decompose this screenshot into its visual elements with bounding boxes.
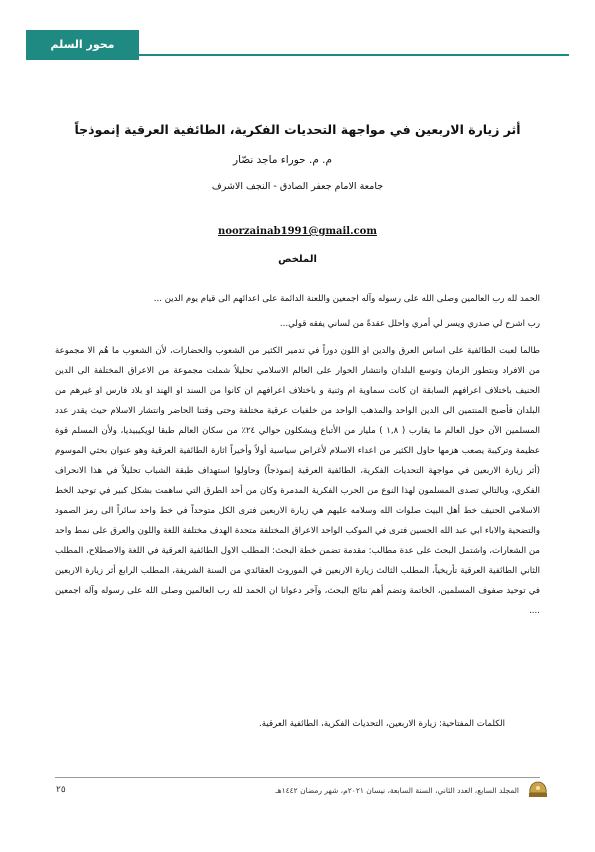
footer-rule bbox=[55, 777, 540, 778]
author-affiliation: جامعة الامام جعفر الصادق - النجف الاشرف bbox=[211, 181, 384, 192]
abstract-body: طالما لعبت الطائفية على اساس العرق والدين او اللون دوراً في تدمير الكثير من الشعوب والحضارات، لأن الشعوب ما هُم الا مجموعة من الافراد وبتطور الزمان وتوسع البلدان وانتشار الحوار على العالم الاسلامي تحليلاً شملت مجموعة من الاعراق المختلفة الى الدين الحنيف باختلاف اعرافهم السابقة ان كانت سماوية ام وثنية و باختلاف اعرافهم ان كانوا من السند او الهند او بلاد فارس او غيرهم من البلدان فأصبح المنتمين الى الدين الواحد والمذهب الواحد من خلفيات عرقية مختلفة وحتى وقتنا الحاضر وانتشار الاسلام حيث يقدر عدد المسلمين الآن حول العالم ما يقارب ( ١,٨ ) مليار من الأتباع ويشكلون حوالي ٢٤٪ من سكان العالم طبقا لويكيبيديا، ولأن المسلم قوة عظيمة وتركيبة يصعب هزمها حاول الكثير من اعداء الاسلام لأغراض سياسية أولاً وأخيراً اثارة الطائفية العرقية وهو عنوان بحثي الموسوم (أثر زيارة الاربعين في مواجهة التحديات الفكرية، الطائفية العرقية إنموذجاً) وحاولوا استهداف طبقة الشباب تحليلاً في هذا الانحراف الفكري، وبالتالي تصدى المسلمون لهذا النوع من الحرب الفكرية المدمرة وكان من أحد الطرق التي ساهمت بشكل كبير في توحيد الخط الاسلامي الحنيف خط أهل البيت صلوات الله وسلامه عليهم هي زيارة الاربعين فترى الكل متوحداً في خط واحد سائراً الى رمز الصمود والتضحية والاباء ابي عبد الله الحسين فترى في الموكب الواحد الاعراق المختلفة متحدة الهدف مختلفة اللغة واللون والعرق على نمط واحد من الشعارات، واشتمل البحث على عدة مطالب: مقدمة تضمن خطة البحث: المطلب الاول الطائفية العرقية في اللغة والاصطلاح، المطلب الثاني الطائفية العرقية تأريخياً، المطلب الثالث زيارة الاربعين في الموروث العقائدي من السنة الشريفة، المطلب الرابع أثر زيارة الاربعين في توحيد صفوف المسلمين، الخاتمة وتضم أهم نتائج البحث، وآخر دعوانا ان الحمد لله رب العالمين وصلى الله على رسوله وآله اجمعين .... bbox=[55, 346, 540, 616]
author-email[interactable]: noorzainab1991@gmail.com bbox=[218, 226, 377, 237]
author-name: م. م. حوراء ماجد نصّار bbox=[233, 154, 332, 166]
header-rule bbox=[136, 54, 569, 56]
journal-logo-icon bbox=[527, 780, 549, 800]
intro-line: الحمد لله رب العالمين وصلى الله على رسوله وآله اجمعين واللعنة الدائمة على اعدائهم الى قيام يوم الدين ... bbox=[153, 294, 540, 304]
journal-info: المجلد السابع، العدد الثاني، السنة السابعة، نيسان ٢٠٢١م، شهر رمضان ١٤٤٢هـ bbox=[275, 786, 519, 795]
article-title: أثر زيارة الاربعين في مواجهة التحديات الفكرية، الطائفية العرقية إنموذجاً bbox=[74, 122, 521, 137]
keywords: الكلمات المفتاحية: زيارة الاربعين، التحديات الفكرية، الطائفية العرقية. bbox=[259, 719, 505, 729]
intro-line: رب اشرح لي صدري ويسر لي أمري واحلل عقدةً من لساني يفقه قولي... bbox=[279, 319, 540, 329]
abstract-heading: الملخص bbox=[278, 254, 317, 265]
page-number: ٢٥ bbox=[56, 785, 66, 795]
section-tab: محور السلم المجتمعي bbox=[26, 30, 139, 60]
page-footer bbox=[46, 782, 549, 802]
